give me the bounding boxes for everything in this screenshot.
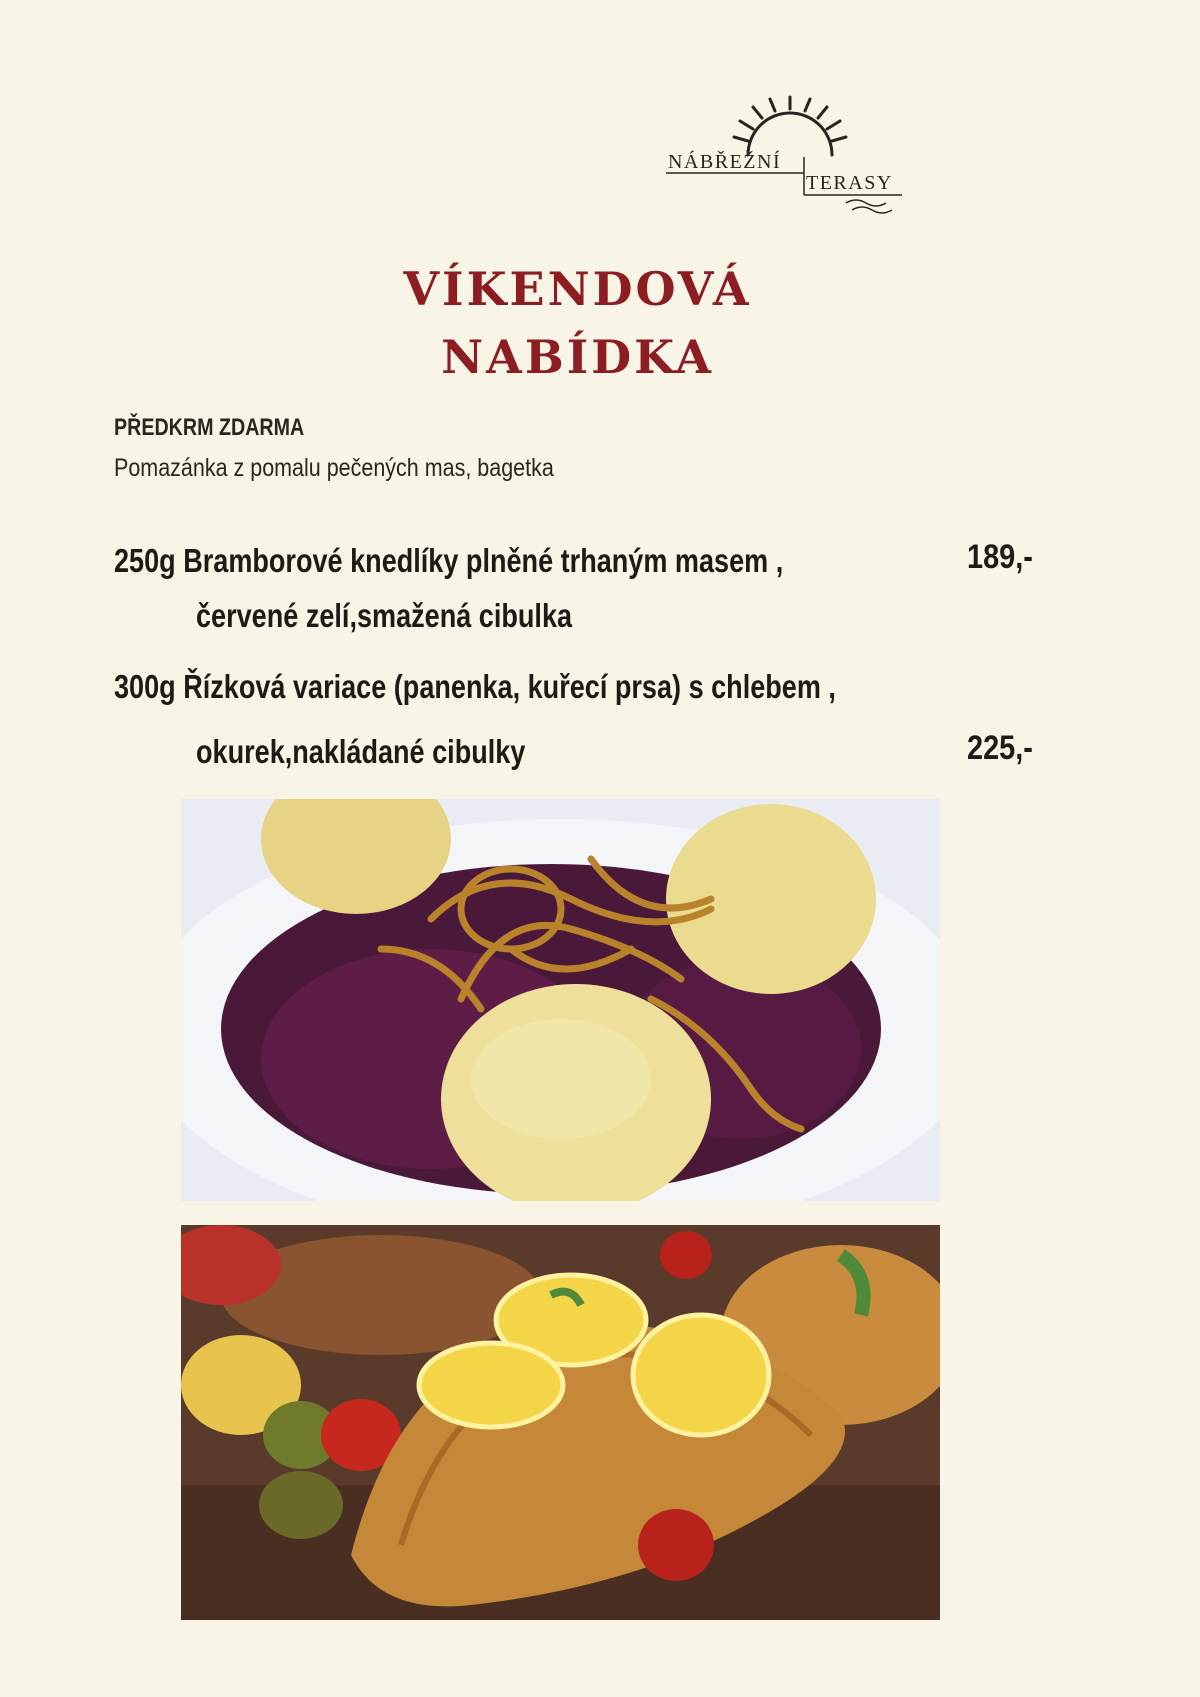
title-line-2: NABÍDKA [441, 330, 714, 384]
schnitzel-photo [181, 1225, 940, 1620]
menu-item-2-line-1: 300g Řízková variace (panenka, kuřecí prsa) s chlebem , [114, 668, 836, 705]
logo-text-terasy: TERASY [806, 172, 893, 194]
menu-item-2-line-2: okurek,nakládané cibulky [196, 733, 526, 770]
menu-item-1-line-2: červené zelí,smažená cibulka [196, 597, 573, 634]
restaurant-logo [660, 95, 920, 225]
menu-item-1-line-1: 250g Bramborové knedlíky plněné trhaným masem , [114, 542, 784, 579]
menu-item-2-price: 225,- [967, 729, 1033, 767]
free-starter-section [114, 414, 625, 483]
menu-item-1-price: 189,- [967, 538, 1033, 576]
dumplings-photo [181, 799, 940, 1201]
starter-description: Pomazánka z pomalu pečených mas, bagetka [114, 454, 554, 482]
title-line-1: VÍKENDOVÁ [403, 262, 752, 316]
logo-text-nabrezni: NÁBŘEŽNÍ [668, 151, 782, 173]
starter-heading: PŘEDKRM ZDARMA [114, 414, 305, 441]
page-title [0, 255, 1155, 391]
